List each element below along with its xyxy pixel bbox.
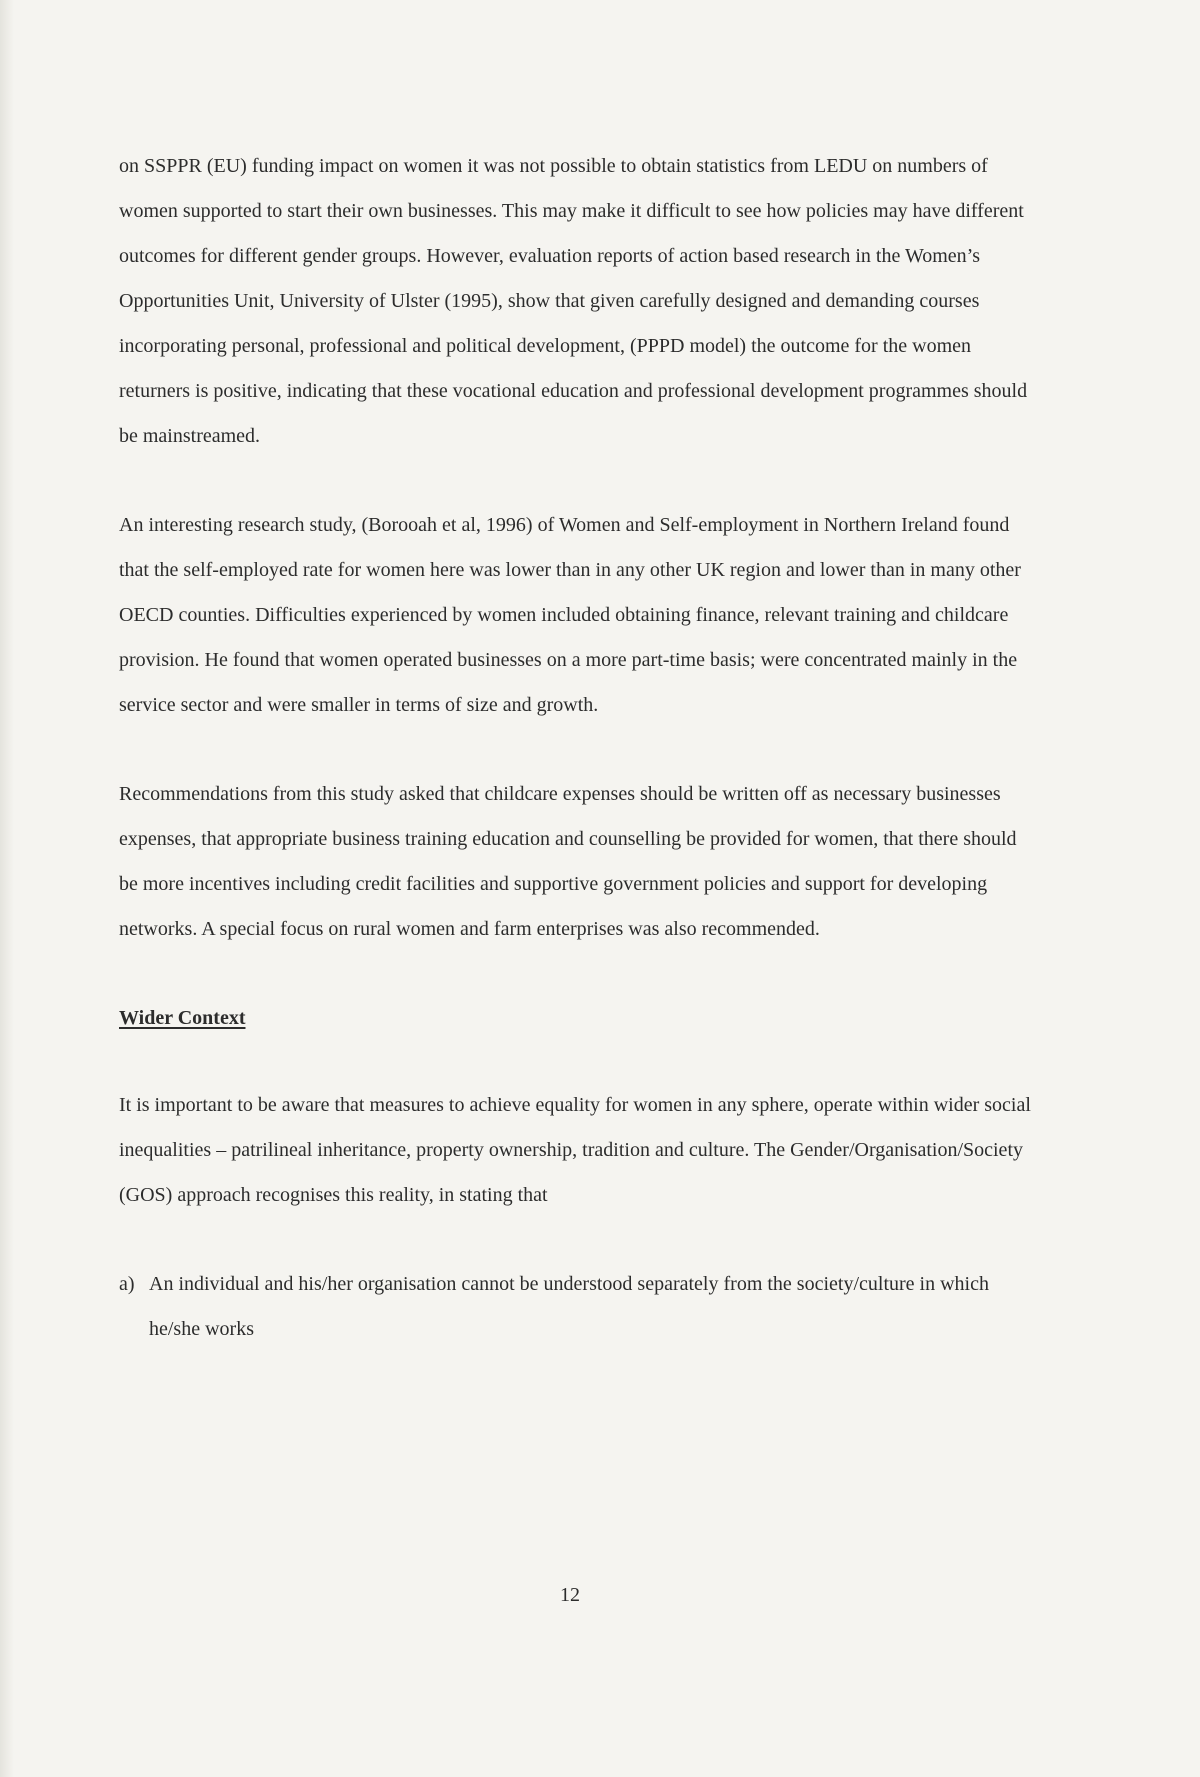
list-marker: a)	[119, 1273, 135, 1295]
section-heading-wider-context: Wider Context	[119, 1007, 246, 1029]
page-body	[119, 144, 1037, 1352]
list-item-text: An individual and his/her organisation cannot be understood separately from the society/culture in which he/she works	[149, 1273, 989, 1340]
paragraph-borooah-study: An interesting research study, (Borooah et al, 1996) of Women and Self-employment in Northern Ireland found that the self-employed rate for women here was lower than in any other UK region and lower than in many other OECD counties. Difficulties experienced by women included obtaining finance, relevant training and childcare provision. He found that women operated businesses on a more part-time basis; were concentrated mainly in the service sector and were smaller in terms of size and growth.	[119, 514, 1021, 716]
page-number: 12	[560, 1584, 580, 1606]
paragraph-recommendations: Recommendations from this study asked that childcare expenses should be written off as necessary businesses expenses, that appropriate business training education and counselling be provided for women, that there should be more incentives including credit facilities and supportive government policies and support for developing networks. A special focus on rural women and farm enterprises was also recommended.	[119, 783, 1017, 940]
paragraph-wider-context: It is important to be aware that measures to achieve equality for women in any sphere, operate within wider social inequalities – patrilineal inheritance, property ownership, tradition and culture. The Gender/Organisation/Society (GOS) approach recognises this reality, in stating that	[119, 1094, 1031, 1206]
paragraph-sspr-funding: on SSPPR (EU) funding impact on women it was not possible to obtain statistics from LEDU on numbers of women supported to start their own businesses. This may make it difficult to see how policies may have different outcomes for different gender groups. However, evaluation reports of action based research in the Women’s Opportunities Unit, University of Ulster (1995), show that given carefully designed and demanding courses incorporating personal, professional and political development, (PPPD model) the outcome for the women returners is positive, indicating that these vocational education and professional development programmes should be mainstreamed.	[119, 155, 1028, 447]
list-item	[119, 1262, 1037, 1352]
